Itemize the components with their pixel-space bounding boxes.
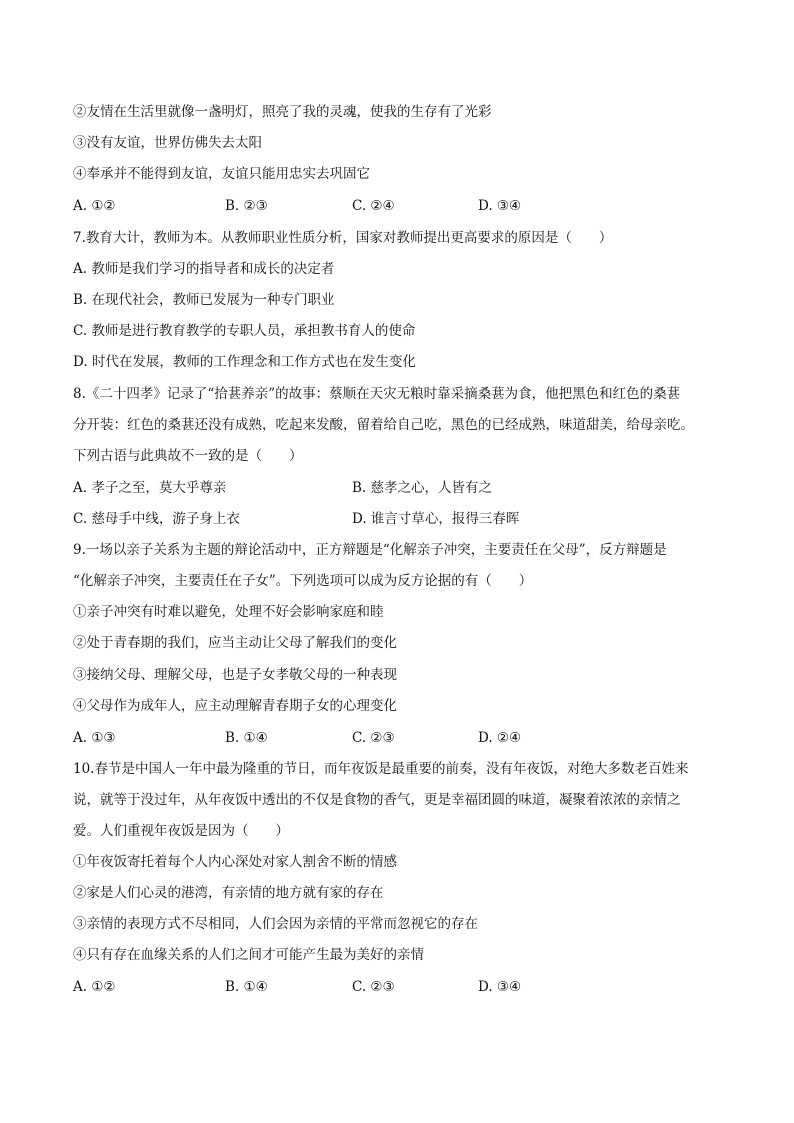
q8-stem-line-3: 下列古语与此典故不一致的是（ ） (73, 448, 303, 464)
q10-option-d[interactable]: D. ③④ (478, 979, 522, 995)
q9-option-b[interactable]: B. ①④ (225, 730, 268, 746)
q10-stem-line-1: 10.春节是中国人一年中最为隆重的节日，而年夜饭是最重要的前奏，没有年夜饭，对绝大多数老百姓来 (73, 761, 689, 777)
q10-item-4: ④只有存在血缘关系的人们之间才可能产生最为美好的亲情 (73, 947, 424, 963)
q8-stem-line-2: 分开装：红色的桑葚还没有成熟，吃起来发酸，留着给自己吃，黑色的已经成熟，味道甜美，给母亲吃。 (73, 417, 694, 433)
q10-options (73, 977, 733, 997)
q9-option-c[interactable]: C. ②③ (352, 730, 395, 746)
q6-item-2: ②友情在生活里就像一盏明灯，照亮了我的灵魂，使我的生存有了光彩 (73, 104, 492, 120)
q10-item-1: ①年夜饭寄托着每个人内心深处对家人割舍不断的情感 (73, 854, 397, 870)
q8-option-b[interactable]: B. 慈孝之心，人皆有之 (352, 480, 493, 496)
q9-item-3: ③接纳父母、理解父母，也是子女孝敬父母的一种表现 (73, 667, 397, 683)
q9-options (73, 728, 733, 748)
q10-stem-line-2: 说，就等于没过年，从年夜饭中透出的不仅是食物的香气，更是幸福团圆的味道，凝聚着浓浓的亲情之 (73, 792, 681, 808)
q6-item-3: ③没有友谊，世界仿佛失去太阳 (73, 135, 262, 151)
q9-stem-line-1: 9.一场以亲子关系为主题的辩论活动中，正方辩题是“化解亲子冲突，主要责任在父母”，反方辩题是 (73, 542, 667, 558)
q8-options-row-2 (73, 509, 733, 529)
q9-stem-line-2: “化解亲子冲突，主要责任在子女”。下列选项可以成为反方论据的有（ ） (73, 573, 533, 589)
q6-options (73, 196, 733, 216)
q6-option-b[interactable]: B. ②③ (225, 198, 268, 214)
q8-option-c[interactable]: C. 慈母手中线，游子身上衣 (73, 511, 240, 527)
q8-option-a[interactable]: A. 孝子之至，莫大乎尊亲 (73, 480, 227, 496)
q8-options-row-1 (73, 478, 733, 498)
q6-option-c[interactable]: C. ②④ (352, 198, 395, 214)
q10-item-3: ③亲情的表现方式不尽相同，人们会因为亲情的平常而忽视它的存在 (73, 916, 478, 932)
q10-option-b[interactable]: B. ①④ (225, 979, 268, 995)
q6-option-a[interactable]: A. ①② (73, 198, 116, 214)
q7-option-b[interactable]: B. 在现代社会，教师已发展为一种专门职业 (73, 292, 335, 308)
q9-item-2: ②处于青春期的我们，应当主动让父母了解我们的变化 (73, 635, 397, 651)
q10-option-a[interactable]: A. ①② (73, 979, 116, 995)
q7-option-c[interactable]: C. 教师是进行教育教学的专职人员，承担教书育人的使命 (73, 323, 416, 339)
q6-option-d[interactable]: D. ③④ (478, 198, 522, 214)
q6-item-4: ④奉承并不能得到友谊，友谊只能用忠实去巩固它 (73, 166, 370, 182)
q7-option-a[interactable]: A. 教师是我们学习的指导者和成长的决定者 (73, 261, 335, 277)
q7-stem: 7.教育大计，教师为本。从教师职业性质分析，国家对教师提出更高要求的原因是（ ） (73, 230, 613, 246)
q7-option-d[interactable]: D. 时代在发展，教师的工作理念和工作方式也在发生变化 (73, 354, 416, 370)
q9-option-d[interactable]: D. ②④ (478, 730, 522, 746)
q9-item-4: ④父母作为成年人，应主动理解青春期子女的心理变化 (73, 698, 397, 714)
q10-option-c[interactable]: C. ②③ (352, 979, 395, 995)
q10-item-2: ②家是人们心灵的港湾，有亲情的地方就有家的存在 (73, 885, 384, 901)
q8-option-d[interactable]: D. 谁言寸草心，报得三春晖 (352, 511, 520, 527)
q10-stem-line-3: 爱。人们重视年夜饭是因为（ ） (73, 823, 289, 839)
q9-item-1: ①亲子冲突有时难以避免，处理不好会影响家庭和睦 (73, 604, 384, 620)
q8-stem-line-1: 8.《二十四孝》记录了“拾葚养亲”的故事：蔡顺在天灾无粮时靠采摘桑葚为食，他把黑色和红色的桑葚 (73, 386, 681, 402)
q9-option-a[interactable]: A. ①③ (73, 730, 116, 746)
